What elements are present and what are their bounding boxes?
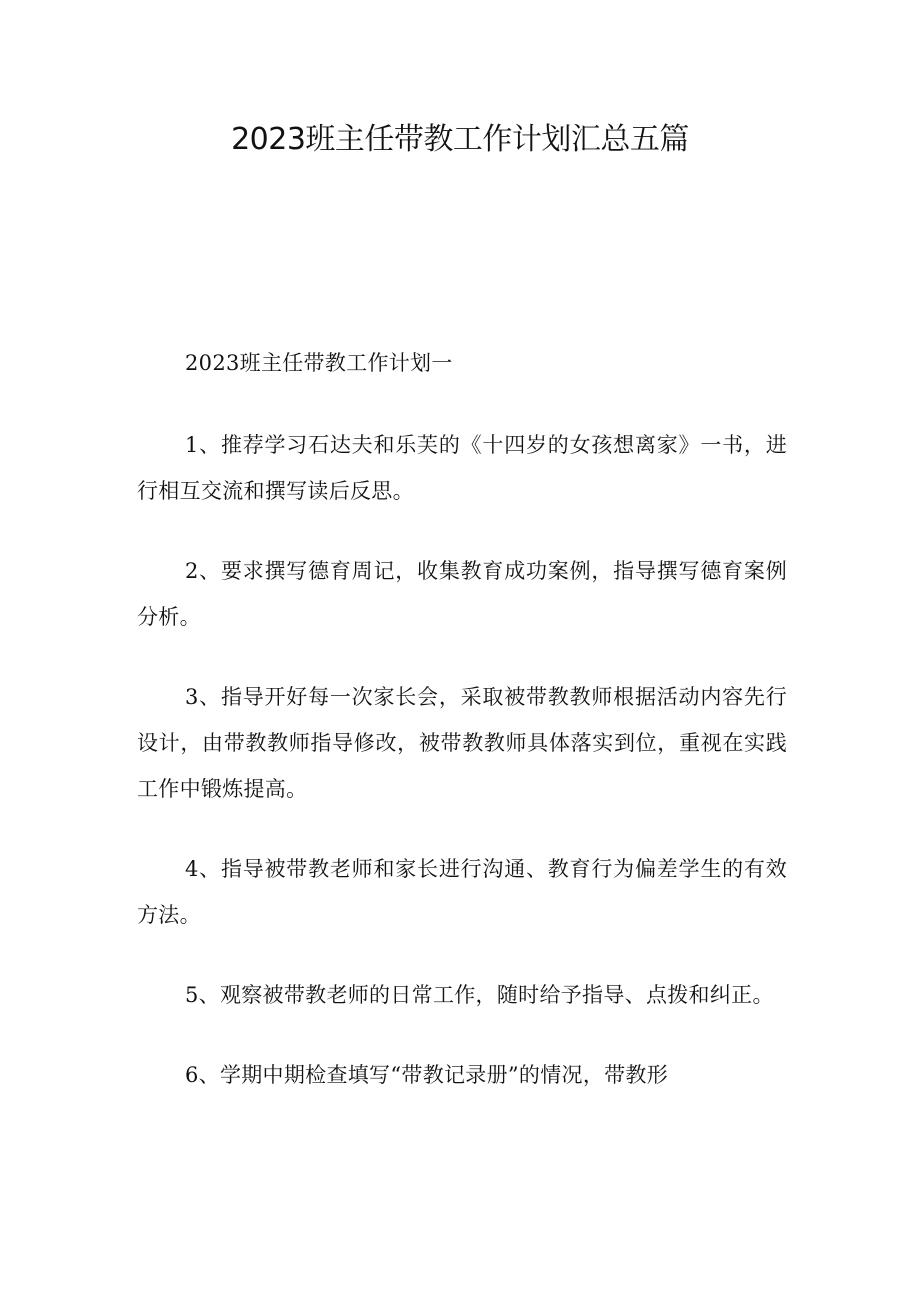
section-heading: 2023班主任带教工作计划一 — [185, 351, 453, 375]
paragraph-2: 2、要求撰写德育周记，收集教育成功案例，指导撰写德育案例分析。 — [137, 559, 787, 629]
paragraph-4: 4、指导被带教老师和家长进行沟通、教育行为偏差学生的有效方法。 — [137, 857, 787, 927]
paragraph-3: 3、指导开好每一次家长会，采取被带教教师根据活动内容先行设计，由带教教师指导修改，被带教教师具体落实到位，重视在实践工作中锻炼提高。 — [137, 685, 787, 801]
paragraph-1: 1、推荐学习石达夫和乐芙的《十四岁的女孩想离家》一书，进行相互交流和撰写读后反思。 — [137, 433, 787, 503]
document-title: 2023班主任带教工作计划汇总五篇 — [231, 122, 689, 157]
paragraph-5: 5、观察被带教老师的日常工作，随时给予指导、点拨和纠正。 — [185, 983, 774, 1007]
paragraph-6: 6、学期中期检查填写“带教记录册”的情况，带教形 — [185, 1063, 669, 1087]
document-body — [137, 340, 787, 1132]
